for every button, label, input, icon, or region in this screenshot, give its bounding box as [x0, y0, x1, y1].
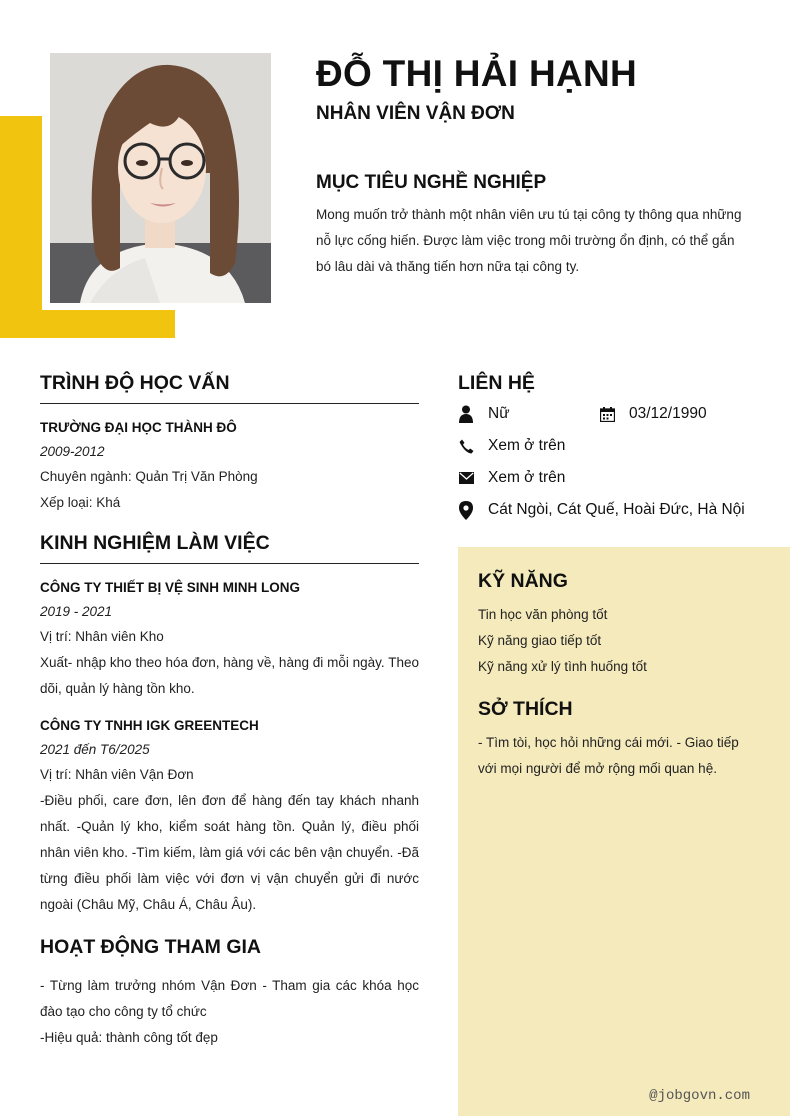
address-value: Cát Ngòi, Cát Quế, Hoài Đức, Hà Nội	[488, 501, 745, 518]
phone-icon	[458, 437, 474, 455]
education-school: TRƯỜNG ĐẠI HỌC THÀNH ĐÔ	[40, 420, 237, 435]
contact-gender	[458, 405, 510, 423]
experience-item	[40, 714, 419, 918]
skills-list	[478, 602, 758, 680]
activities-text: - Từng làm trưởng nhóm Vận Đơn - Tham gia các khóa học đào tạo cho công ty tổ chức	[40, 978, 419, 1019]
phone-value: Xem ở trên	[488, 437, 566, 454]
gender-value: Nữ	[488, 405, 510, 422]
birthday-value: 03/12/1990	[629, 405, 707, 422]
email-value: Xem ở trên	[488, 469, 566, 486]
portrait-photo	[50, 53, 271, 303]
portrait-illustration	[50, 53, 271, 303]
experience-period: 2019 - 2021	[40, 604, 113, 619]
experience-company: CÔNG TY THIẾT BỊ VỆ SINH MINH LONG	[40, 580, 301, 595]
education-period: 2009-2012	[40, 444, 105, 459]
experience-description: -Điều phối, care đơn, lên đơn để hàng đến tay khách nhanh nhất. -Quản lý kho, kiểm soát hàng tồn. Quản lý, điều phối nhân viên kho. -Tìm kiếm, làm giá với các bên vận chuyển. -Đã từng điều phối làm việc với đơn vị vận chuyển gửi đi nước ngoài (Châu Mỹ, Châu Á, Châu Âu).	[40, 793, 419, 912]
education-major: Chuyên ngành: Quản Trị Văn Phòng	[40, 469, 258, 484]
experience-heading: KINH NGHIỆM LÀM VIỆC	[40, 532, 419, 564]
skill-item: Tin học văn phòng tốt	[478, 607, 608, 622]
education-heading: TRÌNH ĐỘ HỌC VẤN	[40, 372, 419, 404]
experience-period: 2021 đến T6/2025	[40, 742, 150, 757]
contact-heading: LIÊN HỆ	[458, 372, 535, 394]
skill-item: Kỹ năng giao tiếp tốt	[478, 633, 602, 648]
calendar-icon	[599, 405, 615, 423]
hobbies-text: - Tìm tòi, học hỏi những cái mới. - Giao tiếp với mọi người để mở rộng mối quan hệ.	[478, 735, 739, 776]
person-icon	[458, 405, 474, 423]
skills-heading: KỸ NĂNG	[478, 570, 568, 592]
watermark: @jobgovn.com	[649, 1088, 750, 1104]
skills-panel	[458, 547, 790, 1116]
contact-phone	[458, 437, 565, 455]
contact-email	[458, 469, 565, 487]
experience-position: Vị trí: Nhân viên Kho	[40, 629, 164, 644]
objective-heading: MỤC TIÊU NGHỀ NGHIỆP	[316, 172, 547, 193]
education-grade: Xếp loại: Khá	[40, 495, 121, 510]
experience-item	[40, 576, 419, 702]
email-icon	[458, 469, 474, 487]
activities-heading: HOẠT ĐỘNG THAM GIA	[40, 936, 261, 958]
objective-text: Mong muốn trở thành một nhân viên ưu tú tại công ty thông qua những nỗ lực cống hiến. Được làm việc trong môi trường ổn định, có thể gắn bó lâu dài và thăng tiến hơn nữa tại công ty.	[316, 207, 742, 274]
skill-item: Kỹ năng xử lý tình huống tốt	[478, 659, 647, 674]
left-column	[40, 372, 419, 1051]
experience-position: Vị trí: Nhân viên Vận Đơn	[40, 767, 194, 782]
candidate-job-title: NHÂN VIÊN VẬN ĐƠN	[316, 103, 515, 124]
accent-bar-vertical	[0, 116, 42, 338]
candidate-name: ĐỖ THỊ HẢI HẠNH	[316, 53, 638, 94]
accent-bar-horizontal	[0, 310, 175, 338]
contact-address	[458, 501, 745, 519]
contact-birthday	[599, 405, 707, 423]
hobbies-heading: SỞ THÍCH	[478, 698, 573, 720]
activities-result: -Hiệu quả: thành công tốt đẹp	[40, 1030, 218, 1045]
experience-company: CÔNG TY TNHH IGK GREENTECH	[40, 718, 259, 733]
experience-description: Xuất- nhập kho theo hóa đơn, hàng về, hàng đi mỗi ngày. Theo dõi, quản lý hàng tồn kho.	[40, 655, 419, 696]
location-icon	[458, 501, 474, 519]
